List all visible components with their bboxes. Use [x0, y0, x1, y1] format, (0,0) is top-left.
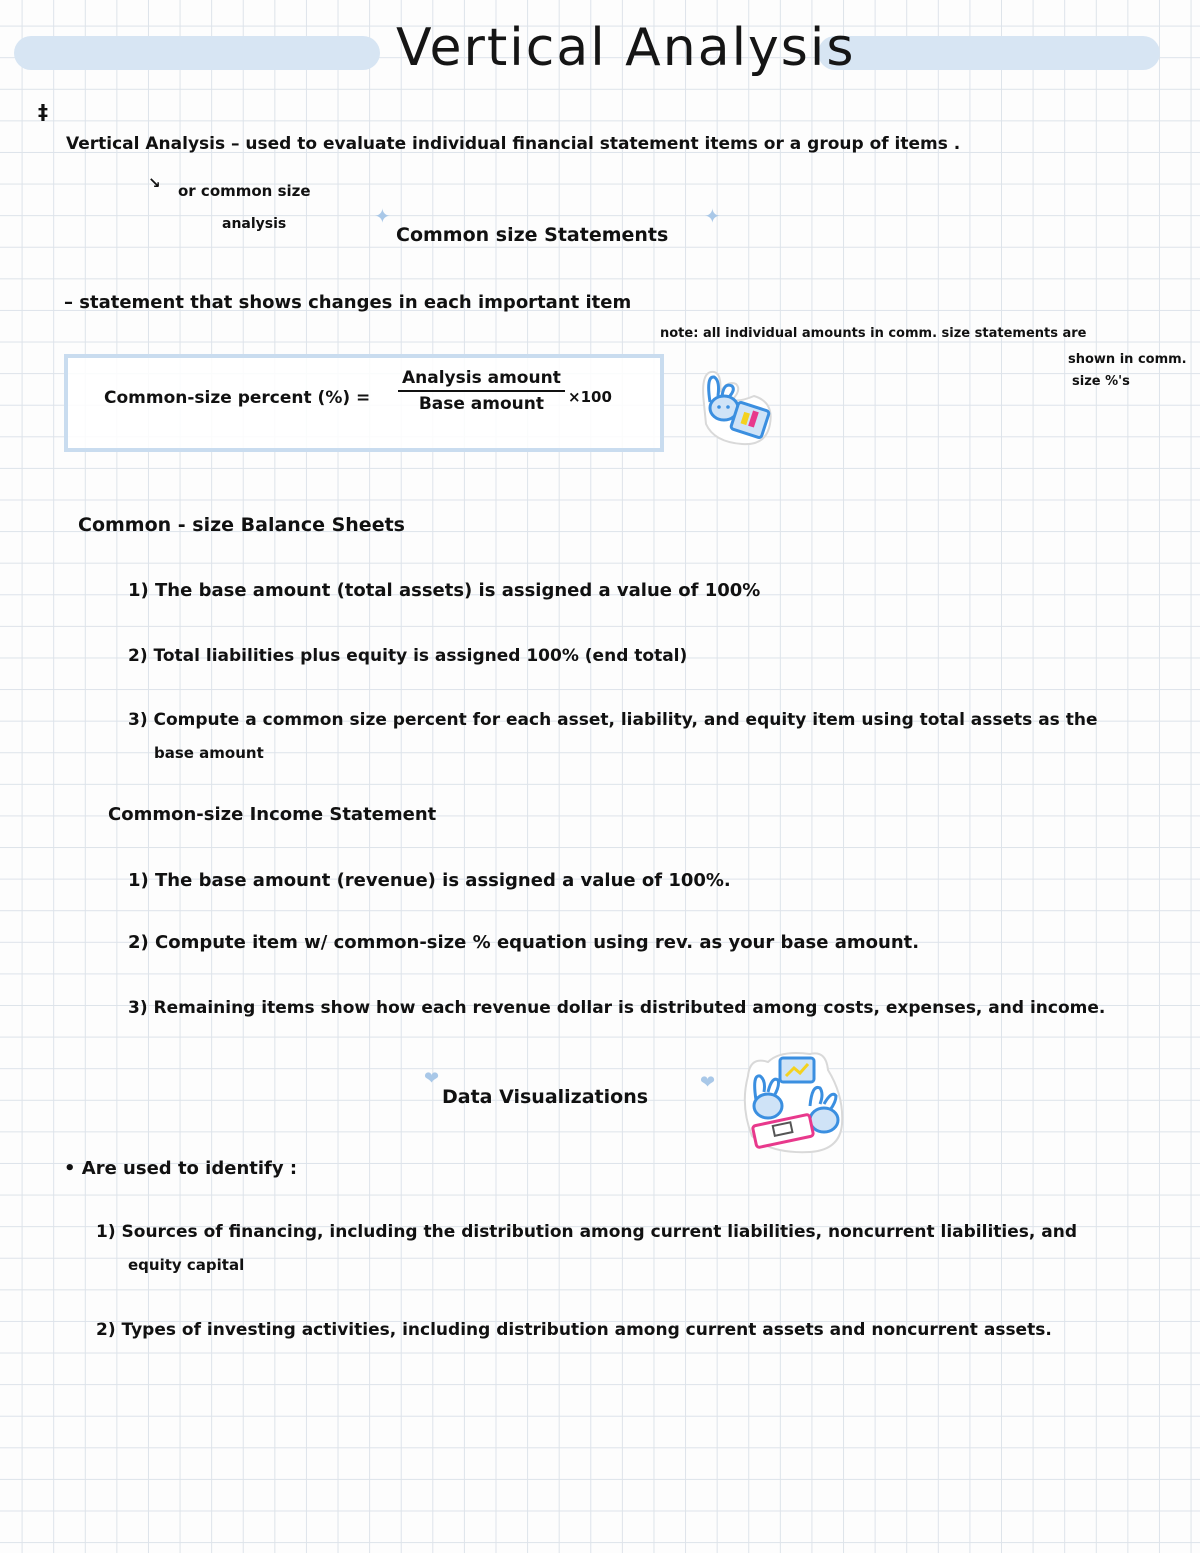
income-statement-heading: Common-size Income Statement [108, 804, 437, 825]
balance-sheets-item-2: 2) Total liabilities plus equity is assigned 100% (end total) [128, 646, 688, 666]
balance-sheets-item-3-cont: base amount [154, 744, 264, 762]
bunny-chart-sticker-icon [694, 362, 780, 448]
title-highlight-left [14, 36, 380, 70]
page-title: Vertical Analysis [396, 18, 856, 78]
definition-aka-line1: or common size [178, 182, 311, 200]
data-viz-lead: • Are used to identify : [64, 1158, 298, 1179]
common-size-note-line3: size %'s [1072, 374, 1130, 389]
definition-aka-line2: analysis [222, 216, 287, 232]
definition-arrow: ↘ [148, 174, 161, 192]
formula-multiplier: ×100 [568, 388, 612, 406]
top-margin-mark: ‡ [38, 100, 48, 124]
formula-numerator: Analysis amount [398, 368, 565, 392]
balance-sheets-item-1: 1) The base amount (total assets) is assigned a value of 100% [128, 580, 761, 601]
common-size-note-line2: shown in comm. [1068, 352, 1187, 367]
income-statement-item-1: 1) The base amount (revenue) is assigned a value of 100%. [128, 870, 731, 891]
income-statement-item-3: 3) Remaining items show how each revenue dollar is distributed among costs, expenses, and income. [128, 998, 1106, 1018]
income-statement-item-2: 2) Compute item w/ common-size % equation using rev. as your base amount. [128, 932, 920, 953]
heart-right-icon: ❤ [700, 1072, 716, 1093]
heart-left-icon: ❤ [424, 1068, 440, 1089]
formula-denominator: Base amount [418, 394, 545, 414]
data-viz-heading: Data Visualizations [442, 1086, 649, 1108]
balance-sheets-item-3: 3) Compute a common size percent for each asset, liability, and equity item using total assets as the [128, 710, 1098, 730]
title-highlight-right [818, 36, 1160, 70]
balance-sheets-heading: Common - size Balance Sheets [78, 514, 405, 536]
definition-text: Vertical Analysis – used to evaluate individual financial statement items or a group of items . [66, 134, 961, 154]
common-size-heading: Common size Statements [396, 224, 669, 246]
common-size-note-line1: note: all individual amounts in comm. size statements are [660, 326, 1087, 341]
data-viz-item-2: 2) Types of investing activities, including distribution among current assets and noncurrent assets. [96, 1320, 1052, 1340]
formula-lhs: Common-size percent (%) = [104, 388, 371, 408]
sparkle-left-icon: ✦ [374, 204, 391, 228]
data-viz-item-1-cont: equity capital [128, 1256, 245, 1274]
formula-fraction [398, 368, 565, 414]
sparkle-right-icon: ✦ [704, 204, 721, 228]
data-viz-item-1: 1) Sources of financing, including the distribution among current liabilities, noncurrent liabilities, and [96, 1222, 1078, 1242]
common-size-bullet: – statement that shows changes in each important item [64, 292, 632, 313]
bunnies-laptop-sticker-icon [740, 1046, 848, 1158]
